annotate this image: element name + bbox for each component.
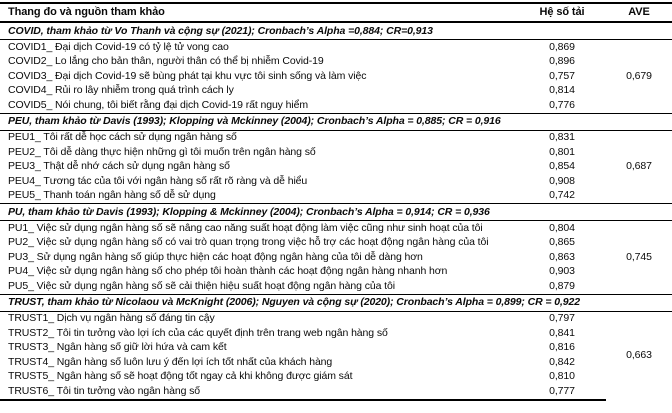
item-label: TRUST6_ Tôi tin tưởng vào ngân hàng số [0,384,518,400]
item-label: PU4_ Việc sử dụng ngân hàng số cho phép tôi hoàn thành các hoạt động ngân hàng nhanh hơn [8,265,448,278]
table-row [0,84,672,99]
loading-value: 0,777 [518,384,606,400]
item-label: TRUST3_ Ngân hàng số giữ lời hứa và cam kết [8,341,227,354]
loading-value: 0,869 [549,40,575,53]
item-label: PEU5_ Thanh toán ngân hàng số dễ sử dụng [8,189,216,202]
item-label: COVID2_ Lo lắng cho bản thân, người thân có thể bị nhiễm Covid-19 [8,55,324,68]
table-row [0,384,672,400]
section-header-pu [0,204,672,221]
loading-value: 0,742 [549,189,575,202]
loading-value: 0,797 [549,312,575,325]
item-label: PEU3_ Thật dễ nhớ cách sử dụng ngân hàng số [8,160,230,173]
table-row [0,145,672,160]
table-row [0,130,672,145]
loading-value: 0,776 [549,98,575,111]
column-header-ave: AVE [606,3,672,22]
item-label: TRUST4_ Ngân hàng số luôn lưu ý đến lợi ích tốt nhất của khách hàng [8,355,333,368]
loading-value: 0,804 [549,221,575,234]
column-header-loading: Hệ số tải [518,3,606,22]
loading-value: 0,903 [549,265,575,278]
table-row [0,311,672,326]
table-row [0,341,672,356]
column-header-scale: Thang đo và nguồn tham khảo [0,3,518,22]
loading-value: 0,879 [549,279,575,292]
section-header-peu [0,113,672,130]
loading-value: 0,842 [549,355,575,368]
item-label: PU1_ Việc sử dụng ngân hàng số sẽ nâng cao năng suất hoạt động làm việc cũng như sinh hoạt của tôi [8,221,483,234]
item-label: COVID4_ Rủi ro lây nhiễm trong quá trình cách ly [8,84,234,97]
item-label: PEU4_ Tương tác của tôi với ngân hàng số rất rõ ràng và dễ hiểu [8,174,308,187]
ave-value: 0,663 [626,349,652,362]
section-title-text: PEU, tham khảo từ Davis (1993); Klopping và Mckinney (2004); Cronbach’s Alpha = 0,885; CR = 0,916 [0,113,672,130]
loading-value: 0,865 [549,236,575,249]
item-label: PEU1_ Tôi rất dễ học cách sử dụng ngân hàng số [8,131,237,144]
table-row [0,160,672,175]
table-row [0,69,672,84]
table-row [0,370,672,385]
ave-value: 0,687 [626,160,652,173]
section-header-trust [0,294,672,311]
table-row [0,326,672,341]
item-label: PU3_ Sử dụng ngân hàng số giúp thực hiện các hoạt động ngân hàng của tôi dễ dàng hơn [8,250,423,263]
item-label: TRUST2_ Tôi tin tưởng vào lợi ích của các quyết định trên trang web ngân hàng số [8,326,388,339]
section-title-text: COVID, tham khảo từ Vo Thanh và cộng sự (2021); Cronbach’s Alpha =0,884; CR=0,913 [0,22,672,40]
item-label: COVID3_ Đại dịch Covid-19 sẽ bùng phát tại khu vực tôi sinh sống và làm việc [8,69,367,82]
table-row [0,174,672,189]
table-row [0,98,672,113]
table-header-row [0,3,672,22]
section-title-text: PU, tham khảo từ Davis (1993); Klopping & Mckinney (2004); Cronbach’s Alpha = 0,914; CR = 0,936 [0,204,672,221]
item-label: TRUST1_ Dịch vụ ngân hàng số đáng tin cậy [8,312,215,325]
loading-value: 0,841 [549,326,575,339]
item-label: COVID1_ Đại dịch Covid-19 có tỷ lệ tử vong cao [8,40,229,53]
loading-value: 0,908 [549,174,575,187]
table-row [0,250,672,265]
item-label: PU2_ Việc sử dụng ngân hàng số có vai trò quan trọng trong việc hỗ trợ các hoạt động ngân hàng của tôi [8,236,489,249]
table-row [0,221,672,236]
item-label: TRUST5_ Ngân hàng số sẽ hoạt động tốt ngay cả khi không được giám sát [8,370,353,383]
section-header-covid [0,22,672,40]
table-row [0,355,672,370]
section-title-text: TRUST, tham khảo từ Nicolaou và McKnight (2006); Nguyen và cộng sự (2020); Cronbach’s Alpha = 0,899; CR = 0,922 [0,294,672,311]
loading-value: 0,831 [549,131,575,144]
table-row [0,265,672,280]
item-label: COVID5_ Nói chung, tôi biết rằng đại dịch Covid-19 rất nguy hiểm [8,98,309,111]
table-row [0,189,672,204]
measurement-scale-table [0,2,672,401]
table-row [0,279,672,294]
ave-value: 0,745 [626,250,652,263]
loading-value: 0,863 [549,250,575,263]
item-label: PEU2_ Tôi dễ dàng thực hiện những gì tôi muốn trên ngân hàng số [8,145,316,158]
loading-value: 0,896 [549,55,575,68]
loading-value: 0,854 [549,160,575,173]
loading-value: 0,801 [549,145,575,158]
item-label: PU5_ Việc sử dụng ngân hàng số sẽ cải thiện hiệu suất hoạt động ngân hàng của tôi [8,279,395,292]
loading-value: 0,810 [549,370,575,383]
ave-value: 0,679 [626,69,652,82]
table-row [0,55,672,70]
loading-value: 0,816 [549,341,575,354]
loading-value: 0,814 [549,84,575,97]
loading-value: 0,757 [549,69,575,82]
table-row [0,236,672,251]
table-row [0,40,672,55]
